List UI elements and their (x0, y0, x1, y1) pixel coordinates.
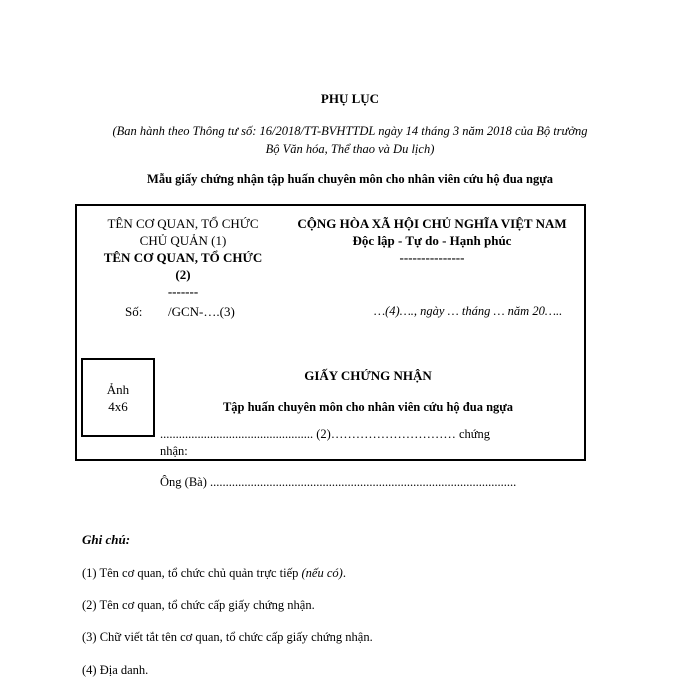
motto-divider: --------------- (399, 250, 465, 265)
parent-agency-line-1: TÊN CƠ QUAN, TỔ CHỨC (107, 216, 259, 231)
note-item: (2) Tên cơ quan, tổ chức cấp giấy chứng nhận. (82, 598, 315, 612)
parent-agency-line-2: CHỦ QUẢN (1) (139, 233, 227, 248)
place-date-line: …(4)…., ngày … tháng … năm 20….. (374, 304, 563, 318)
issuance-note-line-1: (Ban hành theo Thông tư số: 16/2018/TT-BVHTTDL ngày 14 tháng 3 năm 2018 của Bộ trưởng (112, 124, 588, 138)
certificate-body (160, 426, 540, 460)
country-name: CỘNG HÒA XÃ HỘI CHỦ NGHĨA VIỆT NAM (297, 216, 567, 231)
certificate-number: /GCN-….(3) (168, 304, 235, 319)
issuer-agency-line-2: (2) (175, 267, 191, 282)
agency-block (96, 215, 270, 300)
issuer-agency-line-1: TÊN CƠ QUAN, TỔ CHỨC (103, 250, 263, 265)
appendix-title: PHỤ LỤC (320, 91, 380, 106)
photo-label: Ảnh (106, 381, 130, 397)
note-text: (1) Tên cơ quan, tổ chức chủ quản trực tiếp (82, 566, 302, 580)
certificate-body-line-1: ................................................. (2)………………………… chứng (160, 427, 491, 441)
note-item: (3) Chữ viết tắt tên cơ quan, tổ chức cấp giấy chứng nhận. (82, 630, 373, 644)
photo-placeholder (81, 358, 155, 437)
agency-divider: ------- (167, 284, 199, 299)
form-name: Mẫu giấy chứng nhận tập huấn chuyên môn cho nhân viên cứu hộ đua ngựa (147, 172, 553, 186)
national-motto: Độc lập - Tự do - Hạnh phúc (352, 233, 512, 248)
note-tail: . (342, 566, 346, 580)
certificate-subtitle: Tập huấn chuyên môn cho nhân viên cứu hộ đua ngựa (222, 400, 514, 414)
national-header (282, 215, 582, 266)
certificate-body-line-2: nhận: (160, 444, 188, 458)
certificate-title: GIẤY CHỨNG NHẬN (304, 368, 432, 383)
note-item: (4) Địa danh. (82, 663, 149, 677)
holder-name-line: Ông (Bà) .................................................................................................. (160, 475, 517, 489)
issuance-note (70, 122, 630, 158)
note-emphasis: (nếu có) (301, 566, 343, 580)
issuance-note-line-2: Bộ Văn hóa, Thể thao và Du lịch) (265, 142, 435, 156)
photo-size: 4x6 (108, 398, 128, 414)
notes-title: Ghi chú: (82, 532, 131, 547)
number-label: Số: (125, 304, 143, 319)
note-item (82, 566, 346, 581)
